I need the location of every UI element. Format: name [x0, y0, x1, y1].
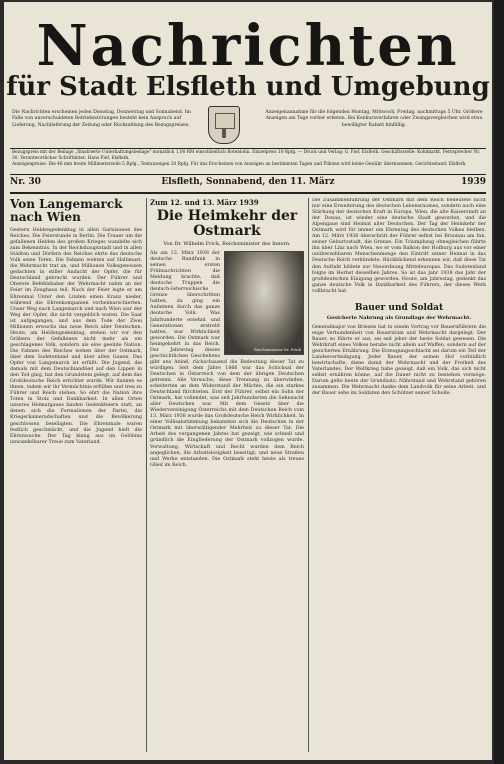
- divider-rule: [10, 192, 486, 194]
- issue-number: Nr. 30: [10, 177, 41, 187]
- section-subheadline: Gesicherte Nahrung als Grundlage der Wehrmacht.: [326, 314, 472, 321]
- divider-rule: [10, 174, 486, 175]
- divider-rule: [10, 148, 486, 149]
- article-headline: Von Langemarck nach Wien: [10, 198, 123, 224]
- middle-column: [150, 198, 304, 752]
- article-body: Gestern Heldengedenktag in allen Garnisonen des Reiches. Die Feierstunde in Berlin. Die Trauer um die gefallenen Helden des großen Krieges wandelte sich zum Bekenntnis. In der Reichshauptstadt und in allen Städten und Dörfern des Reiches ehrte das deutsche Volk seine Toten. Die Fahnen wehten auf Halbmast, die Wehrmacht trat an, und Millionen Volksgenossen gedachten in stiller Andacht der Opfer, die für Deutschland gebracht wurden. Der Führer und Oberste Befehlshaber der Wehrmacht nahm an der Feier im Zeughaus teil. Nach der Feier legte er am Ehrenmal Unter den Linden einen Kranz nieder, während die Ehrenkompanien vorbeimarschierten. Unser Weg nach Langemarck und nach Wien war der Weg der Opfer, die nicht vergeblich waren. Die Saat ist aufgegangen, und aus dem Tode der Zwei Millionen erwuchs das neue Reich aller Deutschen. Heute, am Heldengedenktag, stehen wir vor den Gräbern der Gefallenen nicht mehr als ein geschlagenes Volk, sondern als eine geeinte Nation. Die Fahnen des Reiches wehen über der Ostmark, über dem Sudetenland und über allen Gauen. Das Opfer von Langemarck ist erfüllt. Die Jugend, die damals mit dem Deutschlandlied auf den Lippen in den Tod ging, hat den Grundstein gelegt, auf dem das Großdeutsche Reich errichtet wurde. Wir danken es ihnen, indem wir ihr Vermächtnis erfüllen und treu zu Führer und Reich stehen. So ehrt die Nation ihre Toten in Stolz und Dankbarkeit. In allen Orten unseres Heimatgaues fanden Gedenkfeiern statt, an denen sich die Formationen der Partei, die Kriegerkameradschaften und die Bevölkerung geschlossen beteiligten. Die Ehrenmale waren festlich geschmückt, und die Jugend hielt die Ehrenwache. Der Tag klang aus im Gelöbnis unwandelbarer Treue zum Vaterland.: [10, 228, 142, 445]
- article-body-continued: Die Zusammenführung der Ostmark mit dem Reich bedeutete nicht nur eine Erweiterung des deutschen Lebensraumes, sondern auch eine Stärkung der deutschen Kraft in Europa. Wien, die alte Kaiserstadt an der Donau, ist wieder eine deutsche Stadt geworden, und die Alpengaue sind Heimat aller Deutschen. Der Tag der Heimkehr der Ostmark wird für immer ein Ehrentag des deutschen Volkes bleiben. Am 12. März 1938 überschritt der Führer selbst bei Braunau am Inn, seiner Geburtsstadt, die Grenze. Ein Triumphzug ohnegleichen führte ihn über Linz nach Wien, wo er vom Balkon der Hofburg aus vor einer unübersehbaren Menschenmenge den Eintritt seiner Heimat in das Deutsche Reich verkündete. Rückblickend erkennen wir, daß diese Tat den Auftakt bildete zur Neuordnung Mitteleuropas. Das Sudetenland folgte im Herbst desselben Jahres. So ist das Jahr 1938 das Jahr der großdeutschen Einigung geworden. Heute, am Jahrestag, gedenkt das ganze deutsche Volk in Dankbarkeit des Führers, der dieses Werk vollbracht hat.: [312, 198, 486, 294]
- town-crest-icon: [208, 106, 240, 144]
- issue-date: Elsfleth, Sonnabend, den 11. März: [161, 177, 335, 187]
- issue-bar: [10, 176, 486, 190]
- left-column: [10, 198, 142, 752]
- newspaper-page: [4, 2, 492, 760]
- section-headline: Bauer und Soldat: [354, 302, 444, 313]
- masthead-title: Nachrichten: [36, 13, 460, 79]
- ad-rates-small-print: Anzeigenpreise: Die 46 mm breite Millimeterzeile 5 Rpfg., Textanzeigen 20 Rpfg. Für das Erscheinen von Anzeigen an bestimmten Tagen und Plätzen wird keine Gewähr übernommen. Gerichtsstand: Elsfleth.: [12, 162, 467, 167]
- column-rule: [146, 198, 147, 752]
- page-edge: [494, 0, 504, 764]
- subscription-small-print: Bezugspreis mit der Beilage „Illustrierte Unterhaltungsbeilage" monatlich 1,00 RM einschließlich Botenlohn. Einzelpreis 10 Rpfg. — Druck und Verlag: G. Fief, Elsfleth. Geschäftsstelle: Kohlmarkt, Fernsprecher Nr. 30. Verantwortlicher Schriftleiter: Hans Fief, Elsfleth.: [12, 150, 481, 161]
- article-byline: Von Dr. Wilhelm Frick, Reichsminister des Innern.: [163, 241, 291, 247]
- section-body: Generalmajor von Briesen hat in einem Vortrag vor Bauernführern die enge Verbundenheit von Bauerntum und Wehrmacht dargelegt. Der Bauer, so führte er aus, sei seit jeher der beste Soldat gewesen. Die Wehrkraft eines Volkes beruhe nicht allein auf Waffen, sondern auf der gesicherten Ernährung. Die Erzeugungsschlacht sei darum ein Teil der Landesverteidigung. Jeder Bauer, der seinen Hof vorbildlich bewirtschafte, diene damit der Wehrmacht und der Freiheit des Vaterlandes. Der Weltkrieg habe gezeigt, daß ein Volk, das sich nicht selbst ernähren könne, auf die Dauer nicht zu bestehen vermöge. Darum gelte heute der Grundsatz: Nährstand und Wehrstand gehören zusammen. Die Wehrmacht danke dem Landvolk für seine Arbeit, und der Bauer sehe im Soldaten den Schützer seiner Scholle.: [312, 324, 486, 397]
- photo-caption: Reichsminister Dr. Frick: [253, 347, 301, 352]
- article-body: Als am 13. März 1938 der deutsche Rundfunk in seinen ersten Frühnachrichten die Meldung brachte, daß deutsche Truppen die deutsch-österreichische Grenze überschritten hatten, da ging ein Aufatmen durch das ganze deutsche Volk. Was Jahrhunderte ersehnt und Generationen erstrebt hatten, war Wirklichkeit geworden. Die Ostmark war heimgekehrt in das Reich. Der Jahrestag dieses geschichtlichen Geschehens gibt uns Anlaß, rückschauend die Bedeutung dieser Tat zu würdigen. Seit dem Jahre 1866 war das Schicksal der Deutschen in Österreich von dem der übrigen Deutschen getrennt. Alle Versuche, diese Trennung zu überwinden, scheiterten an dem Widerstand der Mächte, die ein starkes Deutschland fürchteten. Erst der Führer, selbst ein Sohn der Ostmark, hat vollendet, was seit Jahrhunderten die Sehnsucht aller Deutschen war. Mit dem Gesetz über die Wiedervereinigung Österreichs mit dem Deutschen Reich vom 13. März 1938 wurde das Großdeutsche Reich Wirklichkeit. In einer Volksabstimmung bekannten sich die Deutschen in der Ostmark mit überwältigender Mehrheit zu dieser Tat. Die Arbeit des vergangenen Jahres hat gezeigt, wie schnell und gründlich die Eingliederung der Ostmark vollzogen wurde. Verwaltung, Wirtschaft und Recht wurden dem Reich angeglichen, die Arbeitslosigkeit beseitigt, und neue Straßen und Werke entstanden. Die Ostmark steht heute als treues Glied im Reich.: [150, 251, 304, 468]
- article-dateline: Zum 12. und 13. März 1939: [150, 198, 259, 207]
- portrait-photo: [224, 251, 304, 355]
- advertising-notice: Anzeigenannahme für die folgenden Montag, Mittwoch, Freitag, nachmittags 5 Uhr. Größere Anzeigen am Tage vorher erbeten. Bei Konkursverfahren oder Zwangsvergleichen wird etwa bewilligter Rabatt hinfällig.: [265, 110, 483, 128]
- masthead-subtitle: für Stadt Elsfleth und Umgebung: [6, 72, 490, 102]
- article-headline: Die Heimkehr der Ostmark: [156, 208, 298, 239]
- right-column: [312, 198, 486, 752]
- publication-notice: Die Nachrichten erscheinen jeden Dienstag, Donnerstag und Sonnabend. Im Falle von unverschuldeten Betriebsstörungen besteht kein Anspruch auf Lieferung, Nachlieferung der Zeitung oder Rückzahlung des Bezugspreises.: [12, 110, 191, 128]
- issue-year: 1939: [460, 177, 486, 187]
- column-rule: [308, 198, 309, 752]
